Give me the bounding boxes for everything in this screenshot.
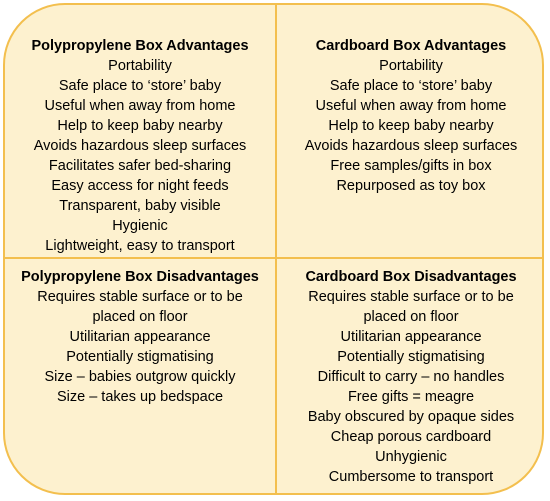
list-item: Size – babies outgrow quickly xyxy=(44,369,236,385)
list-item: Transparent, baby visible xyxy=(59,198,221,214)
list-item: Portability xyxy=(108,58,172,74)
list-item: Help to keep baby nearby xyxy=(328,118,494,134)
quadrant-title: Cardboard Box Advantages xyxy=(315,38,507,54)
list-item: Utilitarian appearance xyxy=(340,329,482,345)
quadrant-diagram xyxy=(3,3,544,495)
list-item: Easy access for night feeds xyxy=(51,178,229,194)
quadrant-list xyxy=(276,287,544,487)
quadrant-title: Cardboard Box Disadvantages xyxy=(305,269,517,285)
list-item: Useful when away from home xyxy=(315,98,507,114)
list-item: Useful when away from home xyxy=(44,98,236,114)
quadrant-list xyxy=(276,56,544,196)
list-item: Cumbersome to transport xyxy=(328,469,494,485)
list-item: Requires stable surface or to be placed on floor xyxy=(308,289,514,325)
list-item: Portability xyxy=(379,58,443,74)
list-item: Cheap porous cardboard xyxy=(330,429,492,445)
quadrant-polypropylene-advantages xyxy=(5,36,275,256)
list-item: Potentially stigmatising xyxy=(66,349,214,365)
quadrant-title: Polypropylene Box Advantages xyxy=(31,38,249,54)
list-item: Free gifts = meagre xyxy=(347,389,475,405)
list-item: Free samples/gifts in box xyxy=(330,158,492,174)
quadrant-list xyxy=(5,56,275,256)
list-item: Potentially stigmatising xyxy=(337,349,485,365)
list-item: Help to keep baby nearby xyxy=(57,118,223,134)
list-item: Facilitates safer bed-sharing xyxy=(48,158,232,174)
list-item: Baby obscured by opaque sides xyxy=(307,409,515,425)
list-item: Lightweight, easy to transport xyxy=(45,238,235,254)
list-item: Safe place to ‘store’ baby xyxy=(58,78,222,94)
list-item: Requires stable surface or to be placed on floor xyxy=(37,289,243,325)
list-item: Safe place to ‘store’ baby xyxy=(329,78,493,94)
quadrant-cardboard-disadvantages xyxy=(276,267,544,487)
list-item: Avoids hazardous sleep surfaces xyxy=(33,138,247,154)
quadrant-polypropylene-disadvantages xyxy=(5,267,275,407)
list-item: Hygienic xyxy=(112,218,168,234)
list-item: Difficult to carry – no handles xyxy=(317,369,505,385)
quadrant-list xyxy=(5,287,275,407)
list-item: Size – takes up bedspace xyxy=(56,389,224,405)
list-item: Utilitarian appearance xyxy=(69,329,211,345)
quadrant-title: Polypropylene Box Disadvantages xyxy=(21,269,259,285)
list-item: Avoids hazardous sleep surfaces xyxy=(304,138,518,154)
list-item: Unhygienic xyxy=(375,449,447,465)
quadrant-cardboard-advantages xyxy=(276,36,544,196)
horizontal-divider xyxy=(5,257,542,259)
list-item: Repurposed as toy box xyxy=(336,178,486,194)
